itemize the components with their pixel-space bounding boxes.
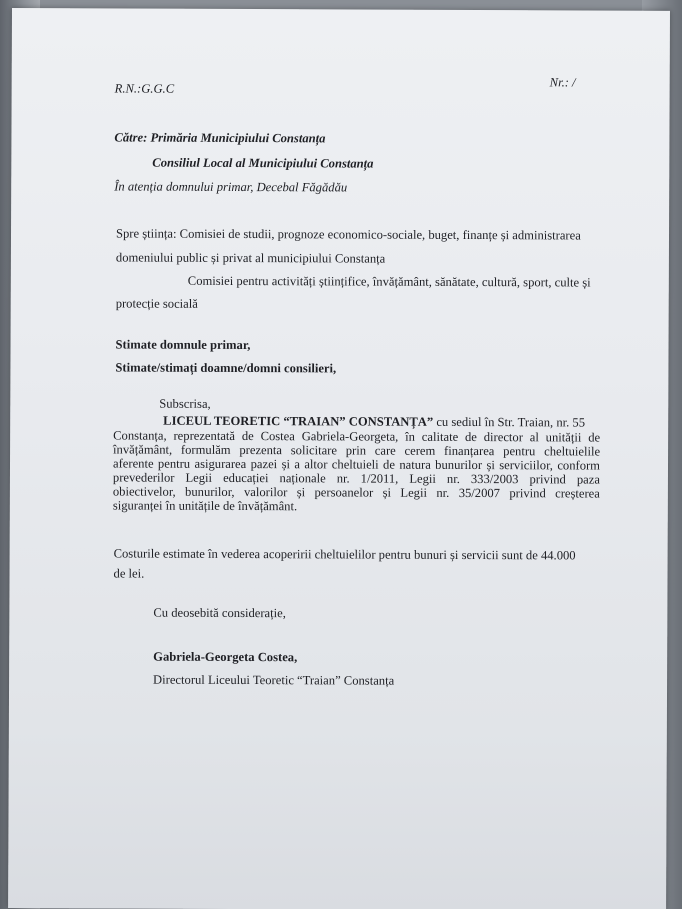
request-line-3: învățământ, formulăm prezenta solicitare prin care cerem finanțarea pentru cheltuielile xyxy=(113,442,601,459)
cost-line-2: de lei. xyxy=(113,566,145,581)
request-paragraph xyxy=(113,428,600,514)
notice-line-4: protecție socială xyxy=(115,296,198,311)
letter-page xyxy=(8,8,670,909)
salutation-mayor: Stimate domnule primar, xyxy=(115,337,251,353)
school-name: LICEUL TEORETIC “TRAIAN” CONSTANȚA” xyxy=(163,413,434,429)
notice-line-2: domeniului public și privat al municipiului Constanța xyxy=(115,250,386,266)
school-address: cu sediul în Str. Traian, nr. 55 xyxy=(433,414,586,430)
notice-line-1: Spre știința: Comisiei de studii, prognoze economico-sociale, buget, finanțe și administrarea xyxy=(115,226,581,243)
notice-line-3: Comisiei pentru activități științifice, învățământ, sănătate, cultură, sport, culte și xyxy=(187,273,591,290)
recipient-local-council: Consiliul Local al Municipiului Constanța xyxy=(152,155,374,171)
attention-line: În atenția domnului primar, Decebal Făgădău xyxy=(114,179,348,195)
recipient-city-hall: Către: Primăria Municipiului Constanța xyxy=(114,130,326,146)
request-line-5: prevederilor Legii educației naționale nr. 1/2011, Legii nr. 333/2003 privind paza xyxy=(112,470,600,487)
salutation-councillors: Stimate/stimați doamne/domni consilieri, xyxy=(115,360,337,376)
request-line-1 xyxy=(163,415,585,429)
signed-label: Subscrisa, xyxy=(159,396,211,411)
request-line-2: Constanța, reprezentată de Costea Gabriela-Georgeta, în calitate de director al unității de xyxy=(113,428,601,445)
request-line-6: obiectivelor, bunurilor, valorilor și persoanelor și Legii nr. 35/2007 privind creșterea xyxy=(112,484,600,501)
document-number: Nr.: / xyxy=(549,75,576,90)
request-line-4: aferente pentru asigurarea pazei și a altor cheltuieli de natura bunurilor și serviciilor, conform xyxy=(112,456,601,473)
signer-name: Gabriela-Georgeta Costea, xyxy=(153,649,298,665)
closing-regards: Cu deosebită considerație, xyxy=(153,605,286,621)
signer-title: Directorul Liceului Teoretic “Traian” Constanța xyxy=(153,672,395,688)
request-line-7: siguranței în unitățile de învățământ. xyxy=(112,498,298,514)
cost-line-1: Costurile estimate în vederea acoperirii cheltuielilor pentru bunuri și servicii sunt de 44.000 xyxy=(113,546,576,563)
registration-code: R.N.:G.G.C xyxy=(114,81,175,96)
